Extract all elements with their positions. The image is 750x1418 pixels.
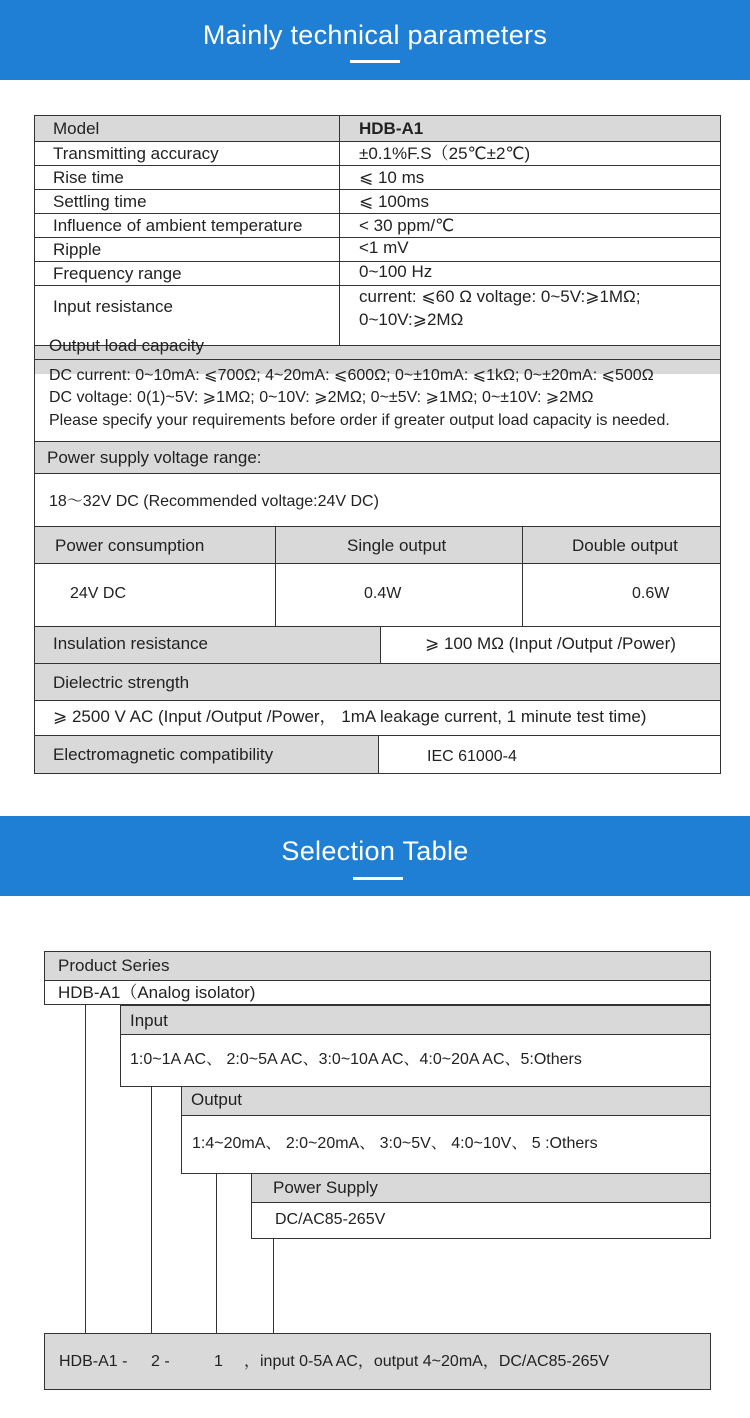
connector-line	[85, 1005, 86, 1333]
param-value: 0~100 Hz	[359, 262, 433, 281]
example-description: ，input 0-5A AC，output 4~20mA，DC/AC85-265V	[244, 1353, 610, 1370]
param-label: Transmitting accuracy	[53, 144, 219, 163]
param-value: <1 mV	[359, 238, 409, 257]
connector-line	[273, 1239, 274, 1333]
param-value: HDB-A1	[359, 119, 424, 138]
tech-params-banner	[0, 0, 750, 80]
emc-value: IEC 61000-4	[427, 748, 517, 765]
title-underline	[353, 877, 403, 880]
input-resistance-line1: current: ⩽60 Ω voltage: 0~5V:⩾1MΩ;	[359, 287, 641, 306]
param-label: Settling time	[53, 192, 147, 211]
emc-label: Electromagnetic compatibility	[53, 745, 274, 764]
insulation-label: Insulation resistance	[53, 634, 208, 653]
connector-line	[216, 1174, 217, 1333]
param-value: ⩽ 100ms	[359, 192, 429, 211]
param-label: Influence of ambient temperature	[53, 216, 303, 235]
input-header	[120, 1005, 711, 1035]
example-model: HDB-A1 -	[59, 1353, 128, 1370]
param-value: ±0.1%F.S（25℃±2℃)	[359, 144, 531, 163]
params-table	[34, 115, 721, 774]
connector-line	[151, 1087, 152, 1333]
power-range-label: Power supply voltage range:	[47, 448, 262, 467]
param-label: Model	[53, 119, 100, 138]
power-range-value: 18～32V DC (Recommended voltage:24V DC)	[49, 493, 379, 510]
dielectric-value: ⩾ 2500 V AC (Input /Output /Power， 1mA leakage current, 1 minute test time)	[53, 707, 647, 726]
output-label: Output	[191, 1090, 243, 1109]
output-load-line2: DC voltage: 0(1)~5V: ⩾1MΩ; 0~10V: ⩾2MΩ; 0~±5V: ⩾1MΩ; 0~±10V: ⩾2MΩ	[49, 389, 594, 406]
consumption-header: Power consumption	[55, 536, 205, 555]
power-value: DC/AC85-265V	[275, 1211, 386, 1228]
example-code-output: 1	[214, 1353, 223, 1370]
double-output-value: 0.6W	[632, 585, 670, 602]
series-value: HDB-A1（Analog isolator)	[58, 983, 256, 1002]
param-value: ⩽ 10 ms	[359, 168, 425, 187]
insulation-value: ⩾ 100 MΩ (Input /Output /Power)	[425, 634, 676, 653]
selection-banner	[0, 816, 750, 896]
title-underline	[350, 60, 400, 63]
output-load-line3: Please specify your requirements before order if greater output load capacity is needed.	[49, 412, 670, 429]
param-label: Rise time	[53, 168, 124, 187]
input-value: 1:0~1A AC、 2:0~5A AC、3:0~10A AC、4:0~20A AC、5:Others	[130, 1051, 582, 1068]
output-load-line1: DC current: 0~10mA: ⩽700Ω; 4~20mA: ⩽600Ω; 0~±10mA: ⩽1kΩ; 0~±20mA: ⩽500Ω	[49, 367, 654, 384]
consumption-value: 24V DC	[70, 585, 127, 602]
input-resistance-line2: 0~10V:⩾2MΩ	[359, 310, 464, 329]
param-value: < 30 ppm/℃	[359, 216, 455, 235]
input-resistance-label: Input resistance	[53, 297, 174, 316]
selection-title: Selection Table	[281, 836, 469, 866]
example-code-input: 2 -	[151, 1353, 170, 1370]
input-label: Input	[130, 1011, 168, 1030]
output-value: 1:4~20mA、 2:0~20mA、 3:0~5V、 4:0~10V、 5 :Others	[192, 1135, 598, 1152]
param-label: Frequency range	[53, 264, 182, 283]
output-header	[181, 1086, 711, 1116]
series-label: Product Series	[58, 956, 170, 975]
output-load-label: Output load capacity	[49, 336, 204, 355]
dielectric-label: Dielectric strength	[53, 673, 190, 692]
param-label: Ripple	[53, 240, 102, 259]
single-output-header: Single output	[347, 536, 447, 555]
tech-params-title: Mainly technical parameters	[202, 20, 548, 50]
double-output-header: Double output	[572, 536, 678, 555]
power-label: Power Supply	[273, 1178, 378, 1197]
single-output-value: 0.4W	[364, 585, 402, 602]
